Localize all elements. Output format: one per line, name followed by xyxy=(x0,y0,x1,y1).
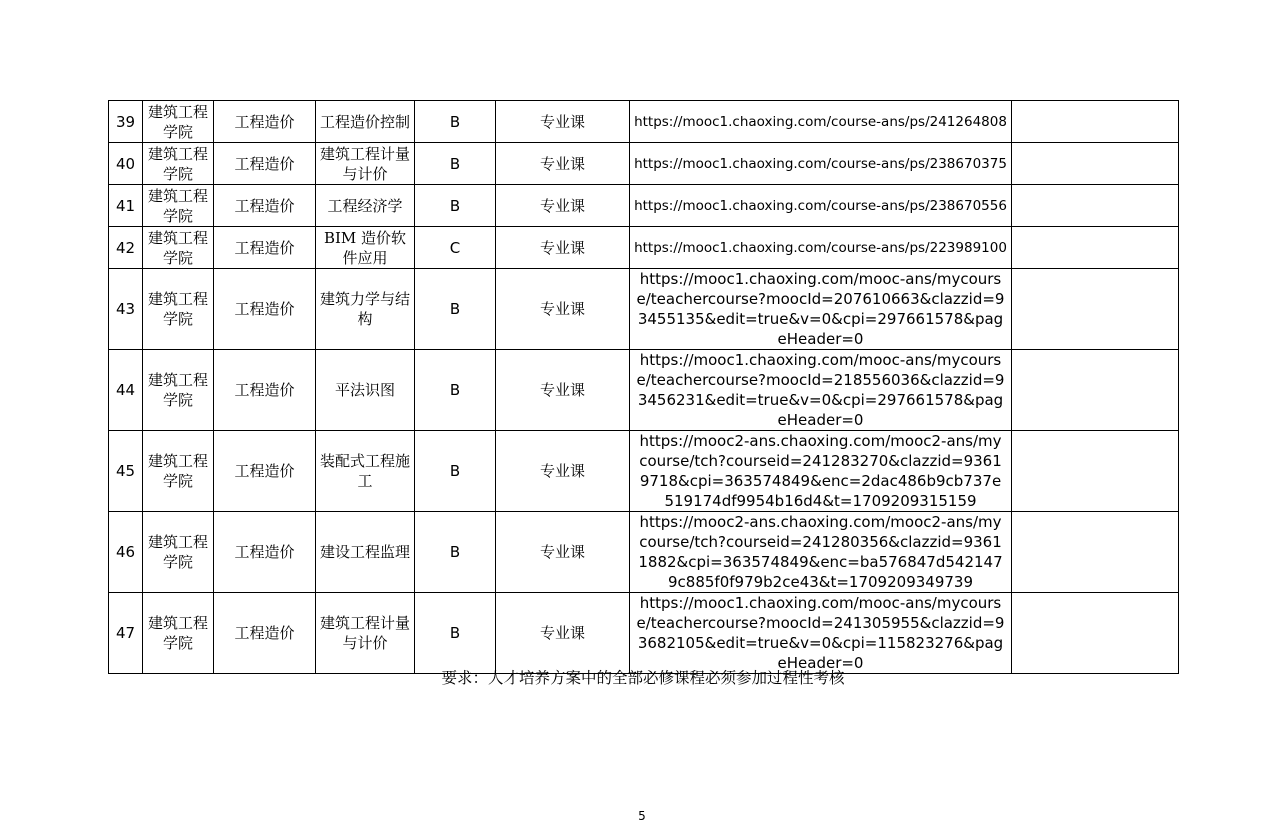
table-row xyxy=(109,269,1179,350)
major-cell: 工程造价 xyxy=(214,101,316,143)
course-name-cell: 装配式工程施工 xyxy=(316,431,415,512)
major-cell: 工程造价 xyxy=(214,350,316,431)
level-cell: B xyxy=(415,101,496,143)
college-cell: 建筑工程学院 xyxy=(143,101,214,143)
level-cell: B xyxy=(415,350,496,431)
course-type-cell: 专业课 xyxy=(496,431,630,512)
major-cell: 工程造价 xyxy=(214,512,316,593)
course-type-cell: 专业课 xyxy=(496,269,630,350)
major-cell: 工程造价 xyxy=(214,227,316,269)
course-url-cell: https://mooc1.chaoxing.com/course-ans/ps/223989100 xyxy=(630,227,1012,269)
college-cell: 建筑工程学院 xyxy=(143,593,214,674)
remark-cell xyxy=(1012,101,1179,143)
row-number: 40 xyxy=(109,143,143,185)
college-cell: 建筑工程学院 xyxy=(143,512,214,593)
college-cell: 建筑工程学院 xyxy=(143,227,214,269)
course-name-cell: 工程经济学 xyxy=(316,185,415,227)
remark-cell xyxy=(1012,269,1179,350)
level-cell: B xyxy=(415,269,496,350)
major-cell: 工程造价 xyxy=(214,431,316,512)
page-number: 5 xyxy=(638,809,646,823)
level-cell: B xyxy=(415,143,496,185)
table-row xyxy=(109,227,1179,269)
course-url-cell: https://mooc2-ans.chaoxing.com/mooc2-ans/mycourse/tch?courseid=241283270&clazzid=93619718&cpi=363574849&enc=2dac486b9cb737e519174df9954b16d4&t=1709209315159 xyxy=(630,431,1012,512)
major-cell: 工程造价 xyxy=(214,185,316,227)
level-cell: C xyxy=(415,227,496,269)
level-cell: B xyxy=(415,593,496,674)
table-row xyxy=(109,101,1179,143)
remark-cell xyxy=(1012,593,1179,674)
course-name-cell: 建筑工程计量与计价 xyxy=(316,593,415,674)
college-cell: 建筑工程学院 xyxy=(143,350,214,431)
remark-cell xyxy=(1012,431,1179,512)
college-cell: 建筑工程学院 xyxy=(143,143,214,185)
remark-cell xyxy=(1012,350,1179,431)
course-type-cell: 专业课 xyxy=(496,350,630,431)
remark-cell xyxy=(1012,512,1179,593)
course-url-cell: https://mooc1.chaoxing.com/mooc-ans/mycourse/teachercourse?moocId=218556036&clazzid=93456231&edit=true&v=0&cpi=297661578&pageHeader=0 xyxy=(630,350,1012,431)
table-row xyxy=(109,512,1179,593)
table-row xyxy=(109,185,1179,227)
row-number: 44 xyxy=(109,350,143,431)
course-url-cell: https://mooc1.chaoxing.com/course-ans/ps/238670556 xyxy=(630,185,1012,227)
requirement-note: 要求：人才培养方案中的全部必修课程必须参加过程性考核 xyxy=(441,669,845,687)
course-type-cell: 专业课 xyxy=(496,512,630,593)
table-row xyxy=(109,143,1179,185)
course-type-cell: 专业课 xyxy=(496,227,630,269)
level-cell: B xyxy=(415,431,496,512)
course-type-cell: 专业课 xyxy=(496,185,630,227)
remark-cell xyxy=(1012,143,1179,185)
course-table xyxy=(108,100,1179,674)
row-number: 43 xyxy=(109,269,143,350)
remark-cell xyxy=(1012,185,1179,227)
course-name-cell: 建筑力学与结构 xyxy=(316,269,415,350)
course-name-cell: 建筑工程计量与计价 xyxy=(316,143,415,185)
row-number: 41 xyxy=(109,185,143,227)
course-type-cell: 专业课 xyxy=(496,593,630,674)
course-name-cell: 工程造价控制 xyxy=(316,101,415,143)
table-row xyxy=(109,350,1179,431)
course-url-cell: https://mooc1.chaoxing.com/mooc-ans/mycourse/teachercourse?moocId=207610663&clazzid=93455135&edit=true&v=0&cpi=297661578&pageHeader=0 xyxy=(630,269,1012,350)
major-cell: 工程造价 xyxy=(214,593,316,674)
row-number: 39 xyxy=(109,101,143,143)
course-name-cell: 建设工程监理 xyxy=(316,512,415,593)
level-cell: B xyxy=(415,512,496,593)
course-type-cell: 专业课 xyxy=(496,143,630,185)
level-cell: B xyxy=(415,185,496,227)
row-number: 42 xyxy=(109,227,143,269)
college-cell: 建筑工程学院 xyxy=(143,431,214,512)
row-number: 47 xyxy=(109,593,143,674)
course-url-cell: https://mooc2-ans.chaoxing.com/mooc2-ans/mycourse/tch?courseid=241280356&clazzid=93611882&cpi=363574849&enc=ba576847d5421479c885f0f979b2ce43&t=1709209349739 xyxy=(630,512,1012,593)
row-number: 45 xyxy=(109,431,143,512)
course-url-cell: https://mooc1.chaoxing.com/course-ans/ps/238670375 xyxy=(630,143,1012,185)
course-name-cell: BIM 造价软件应用 xyxy=(316,227,415,269)
table-row xyxy=(109,593,1179,674)
course-name-cell: 平法识图 xyxy=(316,350,415,431)
college-cell: 建筑工程学院 xyxy=(143,269,214,350)
major-cell: 工程造价 xyxy=(214,143,316,185)
course-url-cell: https://mooc1.chaoxing.com/course-ans/ps/241264808 xyxy=(630,101,1012,143)
table-row xyxy=(109,431,1179,512)
remark-cell xyxy=(1012,227,1179,269)
college-cell: 建筑工程学院 xyxy=(143,185,214,227)
row-number: 46 xyxy=(109,512,143,593)
course-url-cell: https://mooc1.chaoxing.com/mooc-ans/mycourse/teachercourse?moocId=241305955&clazzid=93682105&edit=true&v=0&cpi=115823276&pageHeader=0 xyxy=(630,593,1012,674)
major-cell: 工程造价 xyxy=(214,269,316,350)
course-type-cell: 专业课 xyxy=(496,101,630,143)
